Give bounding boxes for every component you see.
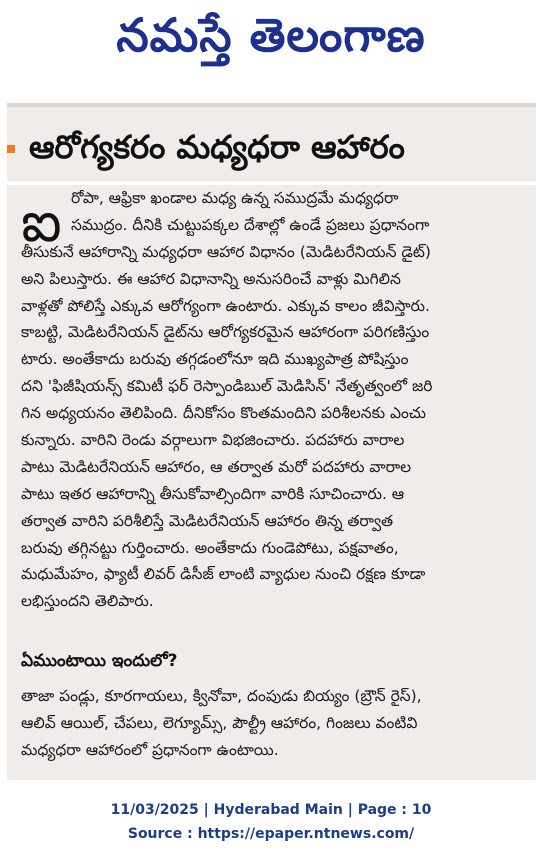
body-line: మధుమేహం, ఫ్యాటీ లివర్ డిసీజ్ లాంటి వ్యాధుల నుంచి రక్షణ కూడా — [21, 565, 426, 584]
page-footer — [0, 798, 542, 846]
body-line: దని 'ఫిజీషియన్స్ కమిటీ ఫర్ రెస్పాండిబుల్ మెడిసిన్' నేతృత్వంలో జరి — [21, 377, 433, 396]
top-rule — [7, 103, 536, 107]
section-body — [21, 683, 527, 764]
body-line: బరువు తగ్గినట్టు గుర్తించారు. అంతేకాదు గుండెపోటు, పక్షవాతం, — [21, 538, 399, 557]
body-line: గిన అధ్యయనం తెలిపింది. దీనికోసం కొంతమందిని పరిశీలనకు ఎంచు — [21, 404, 427, 423]
body-line: తీసుకునే ఆహారాన్ని మధ్యధరా ఆహార విధానం (మెడిటరేనియన్ డైట్) — [21, 242, 431, 261]
masthead-title: నమస్తే తెలంగాణ — [116, 8, 426, 62]
section-subheading: ఏముంటాయి ఇందులో? — [21, 651, 178, 671]
article-clipping — [7, 103, 536, 780]
body-line: వాళ్లతో పోలిస్తే ఎక్కువ ఆరోగ్యంగా ఉంటారు. ఎక్కువ కాలం జీవిస్తారు. — [21, 296, 430, 315]
masthead-logo — [60, 6, 482, 76]
body-line: లభిస్తుందని తెలిపారు. — [21, 592, 154, 611]
edition-info: 11/03/2025 | Hyderabad Main | Page : 10 — [110, 802, 432, 818]
section-line: ఆలివ్ ఆయిల్, చేపలు, లెగ్యూమ్స్, పౌల్ట్రీ ఆహారం, గింజలు వంటివి — [21, 713, 418, 732]
body-line: సముద్రం. దీనికి చుట్టుపక్కల దేశాల్లో ఉండే ప్రజలు ప్రధానంగా — [71, 215, 430, 234]
body-line: కాబట్టి, మెడిటరేనియన్ డైట్‌ను ఆరోగ్యకరమైన ఆహారంగా పరిగణిస్తుం — [21, 323, 430, 342]
section-line: మధ్యధరా ఆహారంలో ప్రధానంగా ఉంటాయి. — [21, 740, 279, 759]
body-line: తర్వాత వారిని పరిశీలిస్తే మెడిటరేనియన్ ఆహారం తిన్న తర్వాత — [21, 511, 394, 530]
body-line: టారు. అంతేకాదు బరువు తగ్గడంలోనూ ఇది ముఖ్యపాత్ర పోషిస్తుం — [21, 350, 409, 369]
body-line: పాటు మెడిటరేనియన్ ఆహారం, ఆ తర్వాత మరో పదహారు వారాల — [21, 457, 412, 476]
section-line: తాజా పండ్లు, కూరగాయలు, క్వినోవా, దంపుడు బియ్యం (బ్రౌన్ రైస్), — [21, 687, 422, 705]
headline-bullet — [7, 145, 15, 153]
body-line: కున్నారు. వారిని రెండు వర్గాలుగా విభజించారు. పదహారు వారాల — [21, 431, 405, 450]
body-line: పాటు ఇతర ఆహారాన్ని తీసుకోవాల్సిందిగా వారికి సూచించారు. ఆ — [21, 484, 405, 503]
article-headline: ఆరోగ్యకరం మధ్యధరా ఆహారం — [29, 128, 405, 166]
drop-cap: ఐ — [21, 190, 62, 255]
article-body — [21, 185, 527, 615]
source-link[interactable]: Source : https://epaper.ntnews.com/ — [127, 826, 415, 842]
body-line: రోపా, ఆఫ్రికా ఖండాల మధ్య ఉన్న సముద్రమే మధ్యధరా — [71, 189, 399, 207]
body-line: అని పిలుస్తారు. ఈ ఆహార విధానాన్ని అనుసరించే వాళ్లు మిగిలిన — [21, 269, 401, 288]
